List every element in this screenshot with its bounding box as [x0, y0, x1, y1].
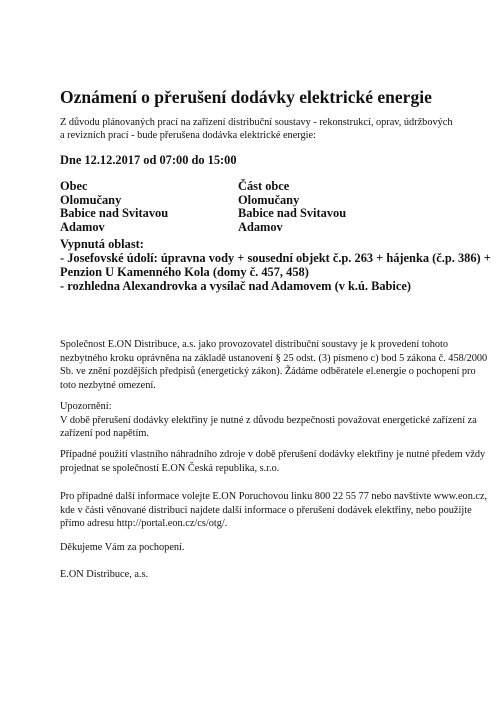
- warning-paragraph: [60, 400, 480, 441]
- warning-heading: Upozornění:: [60, 401, 112, 412]
- intro-paragraph: [60, 117, 480, 142]
- paragraph-line: Společnost E.ON Distribuce, a.s. jako provozovatel distribuční soustavy je k provedení tohoto: [60, 339, 449, 350]
- signature: E.ON Distribuce, a.s.: [60, 569, 149, 580]
- district-value: Adamov: [238, 220, 283, 235]
- paragraph-line: přímo adresu http://portal.eon.cz/cs/otg/.: [60, 518, 228, 529]
- municipality-column: [60, 180, 240, 235]
- district-value: Babice nad Svitavou: [238, 206, 347, 221]
- municipality-value: Olomučany: [60, 192, 122, 207]
- municipality-value: Adamov: [60, 220, 105, 235]
- paragraph-line: Případné použití vlastního náhradního zdroje v době přerušení dodávky elektřiny je nutné předem vždy: [60, 449, 486, 460]
- outage-date: Dne 12.12.2017 od 07:00 do 15:00: [60, 153, 237, 167]
- outage-area-line: Penzion U Kamenného Kola (domy č. 457, 458): [60, 264, 309, 279]
- paragraph-line: Sb. ve znění pozdějších předpisů (energetický zákon). Žádáme odběratele el.energie o pochopení pro: [60, 366, 476, 377]
- paragraph-line: zařízení pod napětím.: [60, 428, 149, 439]
- district-value: Olomučany: [238, 192, 300, 207]
- municipality-value: Babice nad Svitavou: [60, 206, 169, 221]
- paragraph-line: V době přerušení dodávky elektřiny je nutné z důvodu bezpečnosti považovat energetické zařízení za: [60, 414, 477, 426]
- thanks-line: Děkujeme Vám za pochopení.: [60, 542, 185, 553]
- company-paragraph: [60, 338, 488, 392]
- municipality-header: Obec: [60, 179, 88, 193]
- outage-area: [60, 237, 491, 294]
- district-column: [238, 180, 418, 235]
- outage-area-line: - Josefovské údolí: úpravna vody + sousední objekt č.p. 263 + hájenka (č.p. 386) +: [60, 250, 491, 265]
- paragraph-line: Pro případné další informace volejte E.ON Poruchovou linku 800 22 55 77 nebo navštivte www.eon.cz,: [60, 491, 488, 502]
- locations-table: [60, 180, 480, 235]
- paragraph-line: projednat se společností E.ON Česká republika, s.r.o.: [60, 462, 280, 474]
- paragraph-line: nezbytného kroku oprávněna na základě ustanovení § 25 odst. (3) písmeno c) bod 5 zákona č. 458/2000: [60, 352, 488, 364]
- backup-source-paragraph: [60, 448, 486, 475]
- paragraph-line: kde v části věnované distribuci najdete další informace o přerušení dodávek elektřiny, nebo použijte: [60, 504, 472, 516]
- info-paragraph: [60, 490, 488, 531]
- intro-line: Z důvodu plánovaných prací na zařízení distribuční soustavy - rekonstrukcí, oprav, údržbových: [60, 117, 453, 128]
- outage-area-line: - rozhledna Alexandrovka a vysílač nad Adamovem (v k.ú. Babice): [60, 278, 411, 293]
- notice-title: Oznámení o přerušení dodávky elektrické energie: [60, 87, 432, 107]
- outage-area-heading: Vypnutá oblast:: [60, 237, 144, 251]
- paragraph-line: toto nezbytné omezení.: [60, 379, 156, 391]
- district-header: Část obce: [238, 179, 290, 193]
- intro-line: a revizních prací - bude přerušena dodávka elektrické energie:: [60, 129, 316, 141]
